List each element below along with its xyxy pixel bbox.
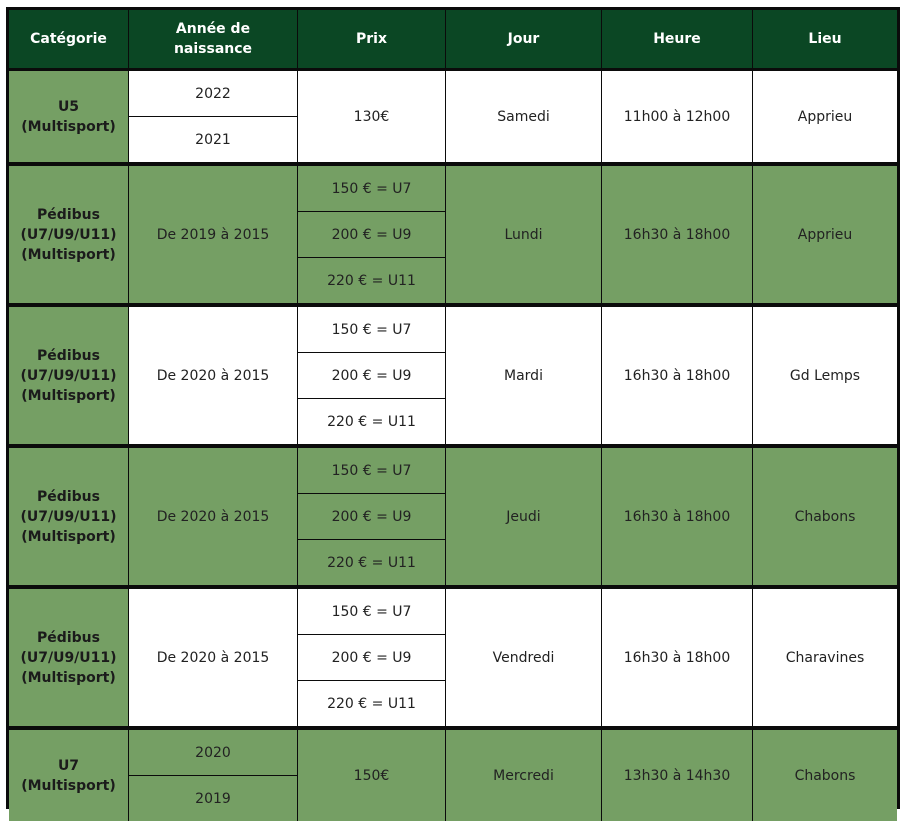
table-row [9, 726, 897, 775]
time-cell: 16h30 à 18h00 [602, 162, 753, 303]
category-line: (U7/U9/U11) [20, 226, 117, 243]
category-line: (Multisport) [21, 777, 116, 794]
place-cell: Charavines [753, 585, 897, 726]
price-cell: 220 € = U11 [298, 398, 446, 444]
price-cell: 220 € = U11 [298, 539, 446, 585]
table-row [9, 162, 897, 211]
price-cell: 200 € = U9 [298, 352, 446, 398]
price-cell: 200 € = U9 [298, 634, 446, 680]
category-line: Pédibus [37, 347, 100, 364]
header-price: Prix [298, 10, 446, 68]
time-cell: 16h30 à 18h00 [602, 303, 753, 444]
price-cell: 200 € = U9 [298, 211, 446, 257]
table-row [9, 303, 897, 352]
time-cell: 13h30 à 14h30 [602, 726, 753, 821]
category-cell [9, 585, 129, 726]
header-birth-year: Année de naissance [129, 10, 298, 68]
schedule-table-frame [6, 7, 900, 809]
category-line: (U7/U9/U11) [20, 367, 117, 384]
category-line: U5 [57, 98, 80, 115]
place-cell: Gd Lemps [753, 303, 897, 444]
category-cell [9, 444, 129, 585]
header-category: Catégorie [9, 10, 129, 68]
category-line: Pédibus [37, 488, 100, 505]
category-line: U7 [57, 757, 80, 774]
price-cell: 200 € = U9 [298, 493, 446, 539]
time-cell: 16h30 à 18h00 [602, 444, 753, 585]
category-cell [9, 303, 129, 444]
place-cell: Apprieu [753, 68, 897, 162]
birth-year-cell: 2022 [129, 68, 298, 116]
category-line: (U7/U9/U11) [20, 649, 117, 666]
day-cell: Vendredi [446, 585, 602, 726]
price-cell: 150€ [298, 726, 446, 821]
category-cell [9, 162, 129, 303]
header-place: Lieu [753, 10, 897, 68]
table-row [9, 68, 897, 116]
category-line: Pédibus [37, 629, 100, 646]
category-line: (Multisport) [21, 387, 116, 404]
day-cell: Lundi [446, 162, 602, 303]
category-line: (Multisport) [21, 246, 116, 263]
price-cell: 130€ [298, 68, 446, 162]
price-cell: 150 € = U7 [298, 303, 446, 352]
day-cell: Jeudi [446, 444, 602, 585]
category-cell [9, 68, 129, 162]
header-time: Heure [602, 10, 753, 68]
header-day: Jour [446, 10, 602, 68]
birth-year-cell: De 2020 à 2015 [129, 303, 298, 444]
price-cell: 220 € = U11 [298, 257, 446, 303]
day-cell: Mercredi [446, 726, 602, 821]
place-cell: Chabons [753, 444, 897, 585]
time-cell: 11h00 à 12h00 [602, 68, 753, 162]
category-line: (Multisport) [21, 528, 116, 545]
place-cell: Chabons [753, 726, 897, 821]
birth-year-cell: 2019 [129, 775, 298, 821]
price-cell: 150 € = U7 [298, 444, 446, 493]
day-cell: Mardi [446, 303, 602, 444]
price-cell: 150 € = U7 [298, 162, 446, 211]
category-line: (Multisport) [21, 118, 116, 135]
birth-year-cell: De 2020 à 2015 [129, 444, 298, 585]
birth-year-cell: De 2019 à 2015 [129, 162, 298, 303]
price-cell: 150 € = U7 [298, 585, 446, 634]
birth-year-cell: 2020 [129, 726, 298, 775]
table-row [9, 444, 897, 493]
birth-year-cell: 2021 [129, 116, 298, 162]
category-cell [9, 726, 129, 821]
price-cell: 220 € = U11 [298, 680, 446, 726]
schedule-table [9, 10, 897, 821]
table-row [9, 585, 897, 634]
header-row [9, 10, 897, 68]
day-cell: Samedi [446, 68, 602, 162]
place-cell: Apprieu [753, 162, 897, 303]
category-line: Pédibus [37, 206, 100, 223]
birth-year-cell: De 2020 à 2015 [129, 585, 298, 726]
category-line: (U7/U9/U11) [20, 508, 117, 525]
time-cell: 16h30 à 18h00 [602, 585, 753, 726]
category-line: (Multisport) [21, 669, 116, 686]
